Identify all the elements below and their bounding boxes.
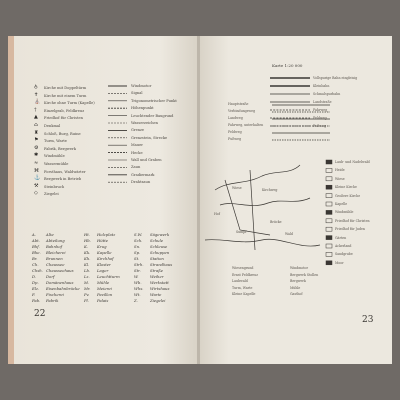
road-legend-label: Feldweg [313, 116, 327, 120]
map-sketch-path [205, 239, 320, 246]
legend-label: Wassermühle [44, 162, 69, 166]
abbreviation-entry: Z. [134, 298, 138, 303]
legend-label: Kirche ohne Turm (Kapelle) [44, 101, 95, 106]
road-legend-label: Vollspurige Bahn eingleisig [313, 76, 358, 80]
abbreviation-entry: Palais [97, 298, 109, 303]
road-type-label: Feldweg [228, 130, 242, 134]
area-symbol-icon [326, 160, 332, 164]
legend-label: Turm, Warte [44, 139, 67, 144]
legend-label: Grenze [131, 128, 145, 133]
abbreviation-entry: Strandhaus [150, 262, 173, 267]
area-symbol-label: Großere Kirche [335, 193, 361, 198]
abbreviation-entry: Kk. [84, 250, 91, 255]
abbreviation-entry: Kl. [84, 262, 90, 267]
map-label: Hof [214, 212, 220, 216]
legend-label: Schloß, Burg, Ruine [44, 131, 81, 136]
abbreviation-entry: Warte [150, 292, 162, 297]
area-symbol-label: Heide [335, 168, 345, 173]
map-label: Wald [285, 232, 293, 236]
abbreviation-entry: St. [134, 256, 140, 261]
abbreviation-entry: Hütte [97, 238, 109, 243]
bottom-legend-label: Windmotor [290, 266, 308, 270]
abbreviation-entry: Bahnhof [46, 244, 63, 249]
abbreviation-entry: Weiher [150, 274, 164, 279]
bottom-legend-label: Gasthof [290, 292, 303, 296]
bottom-legend-label: Bergwerk [290, 279, 306, 283]
abbreviation-entry: Wirtshaus [150, 286, 170, 291]
road-legend-label: Schmalspurbahn [313, 92, 341, 96]
abbreviation-entry: Pl. [84, 298, 89, 303]
abbreviation-entry: Abt. [32, 238, 40, 243]
road-type-label: Landweg [228, 116, 243, 120]
area-symbol-icon [326, 244, 332, 248]
area-symbol-icon [326, 177, 332, 181]
area-symbol-icon [326, 210, 332, 214]
road-legend-label: Kleinbahn [313, 84, 330, 88]
area-symbol-label: Moor [335, 260, 344, 265]
legend-label: Forsthaus, Waldwärter [44, 169, 86, 174]
map-sketch-path [220, 198, 310, 206]
map-sketch-path [215, 165, 300, 190]
legend-label: Hecke [131, 150, 143, 155]
abbreviation-entry: Lz. [84, 274, 90, 279]
abbreviation-entry: Lager [97, 268, 109, 273]
abbreviation-entry: A. [32, 232, 36, 237]
legend-symbol-icon: ⚓ [34, 175, 41, 182]
abbreviation-entry: Fab. [32, 298, 41, 303]
abbreviation-entry: Werkstatt [150, 280, 169, 285]
abbreviation-entry: Bleicherei [46, 250, 66, 255]
area-symbol-label: Wiese [335, 176, 345, 181]
abbreviation-entry: Sn. [134, 244, 141, 249]
abbreviation-entry: W. [134, 274, 139, 279]
area-symbol-label: Sandgrube [335, 252, 353, 257]
legend-label: Kirche mit Doppeltürm [44, 86, 87, 90]
area-symbol-label: Kapelle [335, 202, 348, 206]
area-symbol-label: Friedhof für Juden [335, 227, 365, 232]
legend-symbol-icon: ⌂ [34, 122, 38, 128]
area-symbol-icon [326, 236, 332, 240]
map-label: Brücke [270, 220, 282, 224]
abbreviation-entry: Fabrik [46, 298, 59, 303]
abbreviation-entry: Sp. [134, 250, 141, 255]
abbreviation-entry: F. [32, 292, 36, 297]
map-label: Kirchweg [262, 188, 278, 192]
abbreviation-entry: Schule [150, 238, 164, 243]
legend-label: Bergwerk in Betrieb [44, 177, 82, 182]
bottom-legend-label: Mühle [290, 285, 301, 290]
abbreviation-entry: Dp. [32, 280, 39, 285]
abbreviation-entry: Ziegelei [150, 298, 166, 303]
road-type-label: Hauptstraße [228, 102, 249, 106]
map-label: Sumpf [236, 230, 247, 234]
area-symbol-icon [326, 202, 332, 206]
abbreviation-entry: Meierei [97, 286, 112, 291]
abbreviation-entry: Schleuse [150, 244, 168, 249]
area-symbol-label: Kleine Kirche [335, 185, 357, 190]
abbreviation-entry: Br. [32, 256, 38, 261]
abbreviation-entry: Abteilung [46, 238, 65, 243]
abbreviation-entry: D. [32, 274, 37, 279]
abbreviation-entry: Schuppen [150, 250, 170, 255]
area-symbol-icon [326, 227, 332, 231]
legend-symbol-icon: ≈ [34, 160, 39, 166]
legend-label: Zaun [131, 165, 141, 170]
abbreviation-entry: Chsh. [32, 268, 43, 273]
abbreviation-entry: Holzplatz [97, 232, 116, 237]
abbreviation-entry: Sägewerk [150, 232, 170, 237]
bottom-legend-label: Bergwerk Stollen [290, 272, 319, 277]
road-type-label: Fahrweg, unterhalten [228, 123, 264, 127]
legend-label: Mauer [131, 143, 143, 148]
abbreviation-entry: Sch. [134, 238, 143, 243]
abbreviation-entry: Strh. [134, 262, 144, 267]
abbreviation-entry: K. [84, 244, 89, 249]
area-symbol-icon [326, 194, 332, 198]
abbreviation-entry: Bhe. [32, 250, 41, 255]
legend-symbol-icon: ⛪ [34, 99, 41, 106]
legend-symbol-icon: ✝ [34, 91, 39, 98]
abbreviation-entry: Bhf. [32, 244, 40, 249]
abbreviation-entry: Kapelle [97, 250, 112, 255]
legend-symbol-icon: ♁ [34, 84, 38, 90]
area-symbol-label: Gärten [335, 235, 347, 240]
abbreviation-entry: Lb. [84, 268, 91, 273]
abbreviation-entry: M. [84, 280, 90, 285]
abbreviation-entry: Mühle [97, 280, 110, 285]
legend-label: Höhenpunkt [131, 106, 154, 111]
legend-symbol-icon: ⌘ [34, 167, 39, 174]
area-symbol-label: Ackerland [335, 244, 352, 248]
abbreviation-entry: Dorf [46, 274, 55, 279]
legend-symbol-icon: ◇ [34, 190, 38, 197]
road-legend-label: Landstraße [313, 100, 332, 104]
legend-label: Signal [131, 91, 143, 96]
road-legend-label: Fahrweg [313, 108, 328, 112]
legend-symbol-icon: † [34, 106, 37, 113]
abbreviation-entry: Alte [46, 232, 54, 237]
bottom-legend-label: Ernst Feldkreuz [232, 272, 258, 277]
abbreviation-entry: Kh. [84, 256, 91, 261]
legend-label: Leuchtender Baugrund [131, 113, 174, 118]
abbreviation-entry: Wb. [134, 280, 142, 285]
abbreviation-entry: Whs. [134, 286, 144, 291]
area-symbol-label: Friedhof für Christen [335, 218, 370, 223]
left-page-number: 22 [34, 309, 46, 319]
road-type-label: Fußweg [228, 137, 242, 141]
legend-label: Gradiermark [131, 172, 155, 177]
legend-symbol-icon: ✱ [34, 152, 39, 159]
bottom-legend-label: Kleine Kapelle [232, 292, 256, 296]
abbreviation-entry: Pavillon [97, 292, 113, 297]
abbreviation-entry: Chaussee [46, 262, 65, 267]
area-symbol-label: Laub- und Nadelwald [335, 160, 370, 164]
right-page-number: 23 [362, 315, 374, 325]
road-legend-label: Fußweg [313, 124, 327, 128]
abbreviation-entry: Krug [97, 244, 107, 249]
abbreviation-entry: Wt. [134, 292, 141, 297]
abbreviation-entry: Str. [134, 268, 141, 273]
legend-symbol-icon: ⚙ [34, 144, 39, 151]
legend-symbol-icon: ⚒ [34, 182, 39, 189]
area-symbol-icon [326, 185, 332, 189]
abbreviation-entry: Kloster [97, 262, 111, 267]
abbreviation-entry: Kirchhof [97, 256, 114, 261]
abbreviation-entry: Eisenbahnbrücke [46, 286, 80, 291]
abbreviation-entry: Fischerei [46, 292, 64, 297]
legend-label: Kirche mit einem Turm [44, 93, 87, 98]
legend-label: Windmühle [44, 154, 65, 159]
abbreviation-entry: S.W. [134, 232, 143, 237]
abbreviation-entry: Hb. [84, 238, 91, 243]
legend-label: Wasserzeichen [131, 121, 158, 125]
area-symbol-label: Windmühle [335, 210, 354, 215]
legend-label: Grenzstein, Strecke [131, 135, 168, 140]
abbreviation-entry: Leuchtturm [97, 274, 120, 279]
legend-label: Drahtzaun [131, 180, 151, 185]
bottom-legend-label: Laubwald [232, 279, 248, 283]
abbreviation-entry: Ch. [32, 262, 39, 267]
legend-label: Fabrik, Bergwerk [44, 146, 76, 151]
abbreviation-entry: Mr. [84, 286, 91, 291]
map-label: Wiese [232, 186, 242, 190]
area-symbol-icon [326, 252, 332, 256]
abbreviation-entry: Brunnen [46, 256, 63, 261]
legend-label: Ziegelei [44, 192, 59, 197]
legend-label: Trigonometrischer Punkt [131, 98, 177, 103]
legend-label: Einzelgrab, Feldkreuz [44, 108, 85, 113]
legend-label: Windmotor [131, 84, 152, 88]
legend-symbol-icon: ⚑ [34, 137, 39, 144]
legend-label: Friedhof für Christen [44, 116, 83, 121]
legend-label: Wall und Graben [131, 158, 162, 162]
area-symbol-icon [326, 219, 332, 223]
legend-symbol-icon: ▲ [34, 114, 38, 121]
bottom-legend-label: Wiesengrund [232, 266, 254, 270]
abbreviation-entry: Pv. [84, 292, 90, 297]
road-type-label: Verbindungsweg [228, 109, 256, 113]
legend-symbol-icon: ♜ [34, 129, 39, 136]
abbreviation-entry: Ht. [84, 232, 91, 237]
abbreviation-entry: Elz. [32, 286, 40, 291]
map-scale-title: Karte 1:20 000 [272, 63, 303, 68]
abbreviation-entry: Chausseehaus [46, 268, 74, 273]
area-symbol-icon [326, 168, 332, 172]
abbreviation-entry: Station [150, 256, 164, 261]
map-sketch-path [250, 170, 255, 250]
legend-label: Denkmal [44, 124, 61, 128]
legend-label: Steinbruch [44, 184, 65, 189]
abbreviation-entry: Domänenhaus [46, 280, 74, 285]
bottom-legend-label: Turm, Warte [232, 285, 253, 290]
area-symbol-icon [326, 261, 332, 265]
abbreviation-entry: Straße [150, 268, 163, 273]
